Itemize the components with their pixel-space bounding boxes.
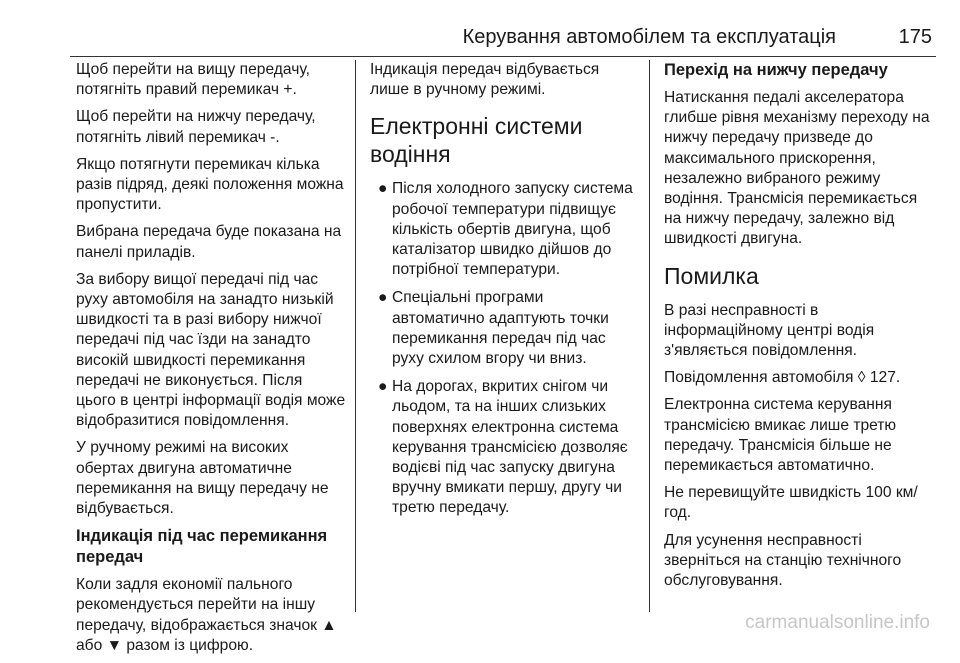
section-heading: Електронні системи водіння [370,113,583,168]
bullet-icon: ● [378,180,388,198]
paragraph: Щоб перейти на вищу передачу, потягніть правий перемикач +. [76,61,310,99]
paragraph: За вибору вищої передачі під час руху автомобіля на занадто низькій швидкості та в разі вибору нижчої передачі під час їзди на занадто високій швидкості перемикання передачі не виконується. Після цього в центрі інформації водія може відобразитися повідомлення. [76,270,346,430]
paragraph: Для усунення несправності зверніться на станцію технічного обслуговування. [664,531,902,590]
bullet-icon: ● [378,289,388,307]
section-heading: Перехід на нижчу передачу [664,61,888,79]
cross-reference: Повідомлення автомобіля ◊ 127. [664,369,901,387]
paragraph: Вибрана передача буде показана на панелі приладів. [76,223,342,261]
paragraph: Електронна система керування трансмісією вмикає лише третю передачу. Трансмісія більше не перемикається автоматично. [664,396,897,475]
bullet-icon: ● [378,378,388,396]
header-title: Керування автомобілем та експлуатація [462,26,836,48]
column-right [664,60,936,598]
page-header [70,22,936,57]
list-item [370,179,640,280]
paragraph: Натискання педалі акселератора глибше рівня механізму переходу на нижчу передачу призведе до максимального прискорення, незалежно вибраного режиму водіння. Трансмісія перемикається на нижчу передачу, залежно від швидкості двигуна. [664,89,930,248]
paragraph: Щоб перейти на нижчу передачу, потягніть лівий перемикач -. [76,108,316,146]
watermark: carmanualsonline.info [745,612,930,633]
column-divider [355,60,356,612]
list-item-text: На дорогах, вкритих снігом чи льодом, та на інших слизьких поверхнях електронна система керування трансмісією дозволяє водієві під час запуску двигуна вручну вмикати першу, другу чи третю передачу. [392,378,628,517]
list-item-text: Спеціальні програми автоматично адаптують точки перемикання передач під час руху схилом вгору чи вниз. [392,289,609,368]
bullet-list [370,179,640,518]
section-heading: Індикація під час перемикання передач [76,527,328,567]
paragraph: Коли задля економії пального рекомендується перейти на іншу передачу, відображається значок ▲ або ▼ разом із цифрою. [76,576,337,654]
list-item [370,377,640,518]
column-divider [649,60,650,612]
paragraph: Якщо потягнути перемикач кілька разів підряд, деякі положення можна пропустити. [76,155,344,214]
column-middle [370,60,640,527]
column-left [76,60,346,663]
paragraph: Не перевищуйте швидкість 100 км/год. [664,484,918,522]
paragraph: У ручному режимі на високих обертах двигуна автоматичне перемикання на вищу передачу не відбувається. [76,439,329,518]
page-number: 175 [898,26,932,48]
list-item-text: Після холодного запуску система робочої температури підвищує кількість обертів двигуна, щоб каталізатор швидко дійшов до потрібної температури. [392,180,633,279]
section-heading: Помилка [664,262,759,289]
paragraph: Індикація передач відбувається лише в ручному режимі. [370,61,600,99]
list-item [370,288,640,369]
paragraph: В разі несправності в інформаційному центрі водія з'являється повідомлення. [664,301,875,360]
